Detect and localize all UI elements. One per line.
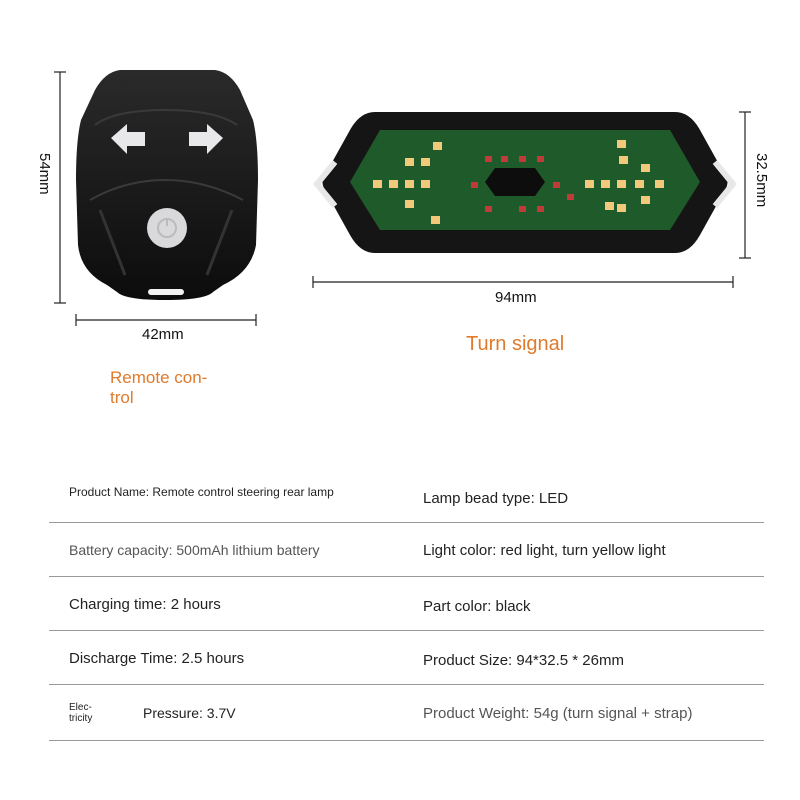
- signal-width-label: 94mm: [495, 289, 537, 306]
- remote-control-image: [45, 60, 275, 330]
- table-row: [49, 524, 764, 577]
- remote-caption-line2: trol: [110, 388, 134, 407]
- electricity-label: [69, 702, 92, 724]
- battery-spec: Battery capacity: 500mAh lithium battery: [69, 542, 320, 558]
- remote-control-caption: [110, 368, 230, 408]
- table-row: [49, 632, 764, 685]
- discharge-spec: Discharge Time: 2.5 hours: [69, 650, 245, 667]
- turn-signal-caption: Turn signal: [466, 333, 565, 355]
- electricity-line2: tricity: [69, 713, 93, 724]
- remote-caption-line1: Remote con-: [110, 368, 208, 387]
- turn-signal-image: [305, 100, 760, 295]
- weight-spec: Product Weight: 54g (turn signal + strap): [423, 705, 693, 722]
- electricity-line1: Elec-: [69, 702, 92, 713]
- size-spec: Product Size: 94*32.5 * 26mm: [423, 652, 624, 669]
- lamp-bead-spec: Lamp bead type: LED: [423, 490, 569, 507]
- signal-height-label: 32.5mm: [753, 153, 770, 208]
- table-row: [49, 686, 764, 741]
- remote-height-label: 54mm: [36, 153, 53, 195]
- light-color-spec: Light color: red light, turn yellow light: [423, 542, 666, 559]
- part-color-spec: Part color: black: [423, 598, 531, 615]
- product-name-spec: Product Name: Remote control steering rear lamp: [69, 485, 334, 499]
- remote-width-label: 42mm: [142, 326, 184, 343]
- table-row: [49, 578, 764, 631]
- charging-spec: Charging time: 2 hours: [69, 596, 221, 613]
- table-row: [49, 470, 764, 523]
- pressure-spec: Pressure: 3.7V: [143, 705, 236, 721]
